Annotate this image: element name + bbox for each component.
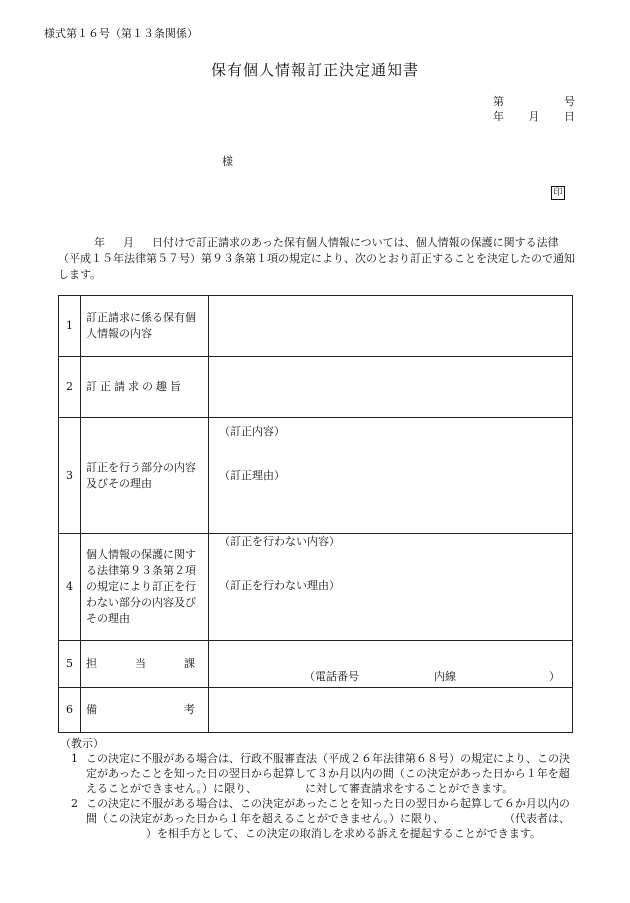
row-label: 訂正請求の趣旨: [81, 357, 209, 418]
row-label: 訂正請求に係る保有個人情報の内容: [81, 296, 209, 357]
table-row: [59, 357, 573, 418]
date-line: [493, 109, 575, 124]
document-title: 保有個人情報訂正決定通知書: [210, 61, 419, 79]
number-prefix: 第: [493, 95, 504, 108]
row-number: 5: [59, 641, 81, 688]
instruction-number: 1: [71, 752, 78, 765]
instruction-item: [58, 751, 578, 796]
row-value[interactable]: [209, 641, 573, 688]
addressee: 様: [222, 155, 233, 168]
row-value[interactable]: [209, 418, 573, 534]
instruction-number: 2: [71, 797, 78, 810]
decision-table: [58, 295, 573, 733]
label-char: 考: [184, 703, 195, 716]
phone-line: [304, 669, 560, 684]
label-char: 備: [86, 703, 97, 716]
table-row: [59, 688, 573, 733]
label-char: 担: [86, 657, 97, 670]
instructions-section: [58, 736, 578, 841]
document-number-line: [493, 94, 575, 109]
intro-year: 年: [94, 236, 105, 249]
correction-reason-label: （訂正理由）: [219, 469, 285, 482]
instruction-text: この決定に不服がある場合は、行政不服審査法（平成２６年法律第６８号）の規定により、この決定があったことを知った日の翌日から起算して３か月以内の間（この決定があった日から１年を超えることができません。）に限り、: [86, 752, 570, 795]
row-number: 4: [59, 534, 81, 641]
row-number: 2: [59, 357, 81, 418]
row-value[interactable]: [209, 534, 573, 641]
non-correction-content-label: （訂正を行わない内容）: [219, 535, 340, 548]
label-char: 課: [184, 657, 195, 670]
instruction-item: [58, 796, 578, 841]
row-label: [81, 641, 209, 688]
correction-content-label: （訂正内容）: [219, 425, 285, 438]
instruction-text: この決定に不服がある場合は、この決定があったことを知った日の翌日から起算して６か月以内の間（この決定があった日から１年を超えることができません。）に限り、: [86, 797, 570, 825]
instructions-heading: （教示）: [60, 737, 104, 750]
row-value[interactable]: [209, 296, 573, 357]
row-label: 個人情報の保護に関する法律第９３条第２項の規定により訂正を行わない部分の内容及びその理由: [81, 534, 209, 641]
date-month: 月: [528, 110, 540, 123]
intro-body: 日付けで訂正請求のあった保有個人情報については、個人情報の保護に関する法律（平成１５年法律第５７号）第９３条第１項の規定により、次のとおり訂正することを決定したので通知します。: [58, 236, 575, 281]
row-label: [81, 688, 209, 733]
intro-paragraph: [58, 235, 578, 283]
instruction-text: （代表者は、: [504, 812, 571, 825]
form-number: 様式第１６号（第１３条関係）: [44, 27, 198, 40]
intro-month: 月: [123, 236, 134, 249]
row-number: 3: [59, 418, 81, 534]
table-row: [59, 418, 573, 534]
phone-label: （電話番号: [304, 670, 359, 683]
date-year: 年: [493, 110, 504, 123]
table-row: [59, 296, 573, 357]
row-number: 1: [59, 296, 81, 357]
extension-label: 内線: [434, 670, 456, 683]
number-suffix: 号: [564, 95, 575, 108]
row-value[interactable]: [209, 688, 573, 733]
label-char: 当: [135, 657, 146, 670]
non-correction-reason-label: （訂正を行わない理由）: [219, 579, 340, 592]
table-row: [59, 534, 573, 641]
instruction-text: ）を相手方として、この決定の取消しを求める訴えを提起することができます。: [146, 827, 541, 840]
row-number: 6: [59, 688, 81, 733]
instruction-text: に対して審査請求をすることができます。: [305, 782, 514, 795]
table-row: [59, 641, 573, 688]
phone-close: ）: [549, 670, 560, 683]
date-day: 日: [564, 110, 575, 123]
row-label: 訂正を行う部分の内容及びその理由: [81, 418, 209, 534]
seal-mark: 印: [551, 186, 565, 200]
row-value[interactable]: [209, 357, 573, 418]
